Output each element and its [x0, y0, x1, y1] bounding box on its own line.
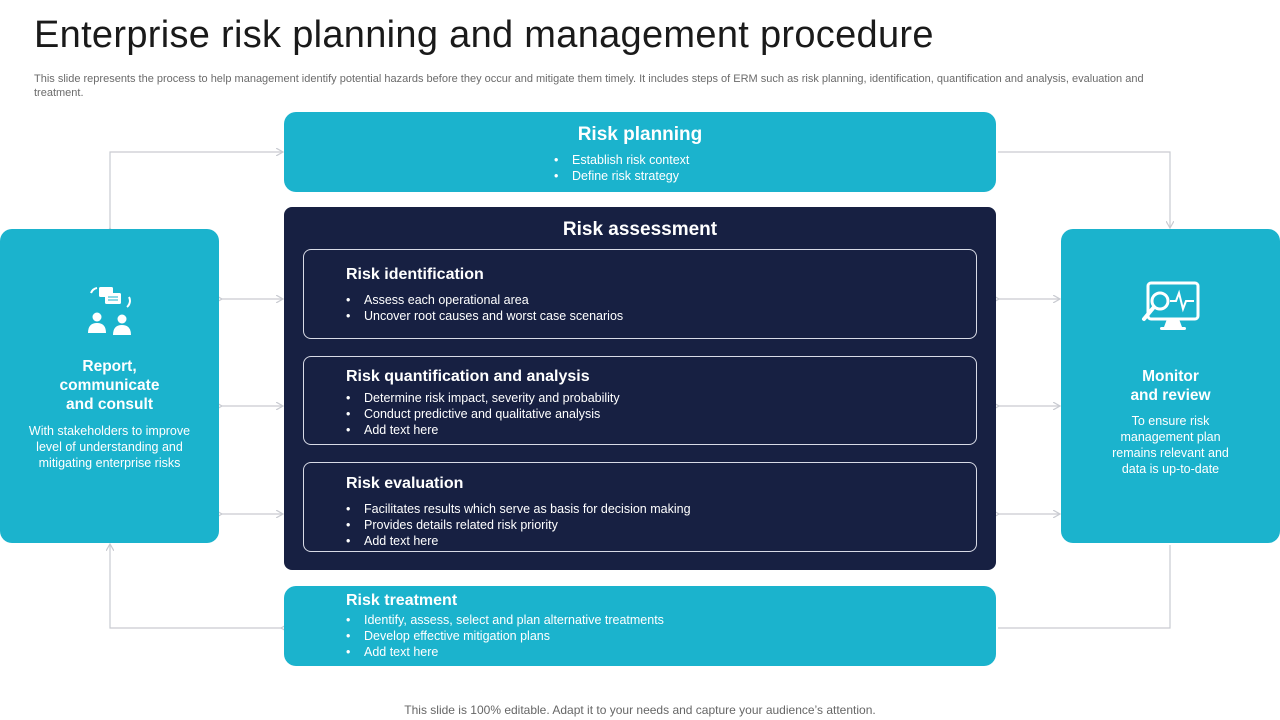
monitor-review-box [1061, 229, 1280, 543]
monitor-title [1061, 367, 1280, 405]
risk-identification-list [346, 292, 623, 324]
list-item: • Uncover root causes and worst case scenarios [346, 308, 623, 324]
risk-identification-title: Risk identification [346, 266, 484, 283]
risk-planning-box [284, 112, 996, 192]
list-item: • Establish risk context [554, 152, 689, 168]
list-item: • Identify, assess, select and plan alternative treatments [346, 612, 664, 628]
list-item: • Determine risk impact, severity and probability [346, 390, 620, 406]
risk-identification-box [303, 249, 977, 339]
list-item: • Add text here [346, 644, 664, 660]
connector-planning-to-monitor [998, 152, 1170, 227]
risk-quantification-box [303, 356, 977, 445]
monitor-title-line: Monitor [1142, 368, 1199, 385]
risk-evaluation-list [346, 501, 691, 549]
connector-report-to-planning [110, 152, 282, 229]
list-item: • Develop effective mitigation plans [346, 628, 664, 644]
risk-quantification-list [346, 390, 620, 438]
risk-planning-list [554, 152, 689, 184]
people-communication-icon [85, 285, 135, 346]
list-item: • Define risk strategy [554, 168, 689, 184]
report-description: With stakeholders to improve level of understanding and mitigating enterprise risks [28, 424, 191, 470]
risk-assessment-title: Risk assessment [562, 219, 718, 240]
risk-planning-title: Risk planning [577, 124, 703, 145]
risk-treatment-list [346, 612, 664, 660]
page-subtitle: This slide represents the process to help management identify potential hazards before they occur and mitigate them timely. It includes steps of ERM such as risk planning, identification, quantification and analysis, evaluation and treatment. [34, 73, 1144, 99]
list-item: • Provides details related risk priority [346, 517, 691, 533]
report-title-line: Report, [82, 358, 137, 375]
list-item: • Assess each operational area [346, 292, 623, 308]
page-title: Enterprise risk planning and management procedure [34, 14, 934, 56]
list-item: • Facilitates results which serve as basis for decision making [346, 501, 691, 517]
report-title-line: communicate [59, 377, 160, 394]
report-title [0, 357, 219, 414]
list-item: • Conduct predictive and qualitative analysis [346, 406, 620, 422]
connector-monitor-to-treatment [998, 545, 1170, 628]
risk-evaluation-title: Risk evaluation [346, 475, 464, 492]
report-communicate-box [0, 229, 219, 543]
list-item: • Add text here [346, 533, 691, 549]
monitor-search-icon [1140, 279, 1202, 346]
risk-evaluation-box [303, 462, 977, 552]
report-title-line: and consult [66, 396, 153, 413]
risk-treatment-box [284, 586, 996, 666]
risk-assessment-box [284, 207, 996, 570]
list-item: • Add text here [346, 422, 620, 438]
risk-quantification-title: Risk quantification and analysis [346, 368, 590, 385]
risk-treatment-title: Risk treatment [346, 592, 458, 609]
monitor-description: To ensure risk management plan remains relevant and data is up-to-date [1112, 414, 1229, 476]
footer-note: This slide is 100% editable. Adapt it to your needs and capture your audience’s attention. [404, 703, 876, 717]
monitor-title-line: and review [1130, 387, 1211, 404]
connector-treatment-to-report [110, 545, 282, 628]
